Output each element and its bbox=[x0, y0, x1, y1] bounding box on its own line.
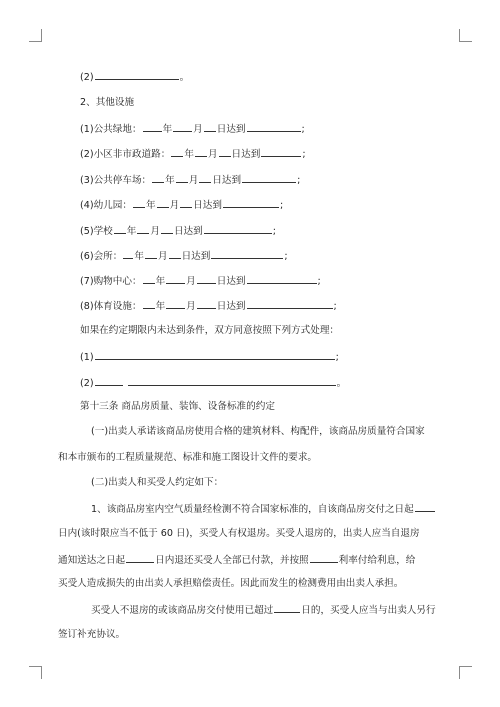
air-quality-clause-line-4: 买受人造成损失的由出卖人承担赔偿责任。因此而发生的检测费用由出卖人承担。 bbox=[58, 578, 404, 589]
air-quality-clause-line-2: 日内(该时限应当不低于 60 日)，买受人有权退房。买受人退房的，出卖人应当自退房 bbox=[58, 528, 420, 539]
breach-remedy-intro: 如果在约定期限内未达到条件，双方同意按照下列方式处理： bbox=[80, 325, 340, 336]
remedy-option-1: (1) ; bbox=[80, 349, 339, 365]
crop-mark-bottom-left bbox=[29, 666, 42, 679]
quality-clause-1-line-2: 和本市颁布的工程质量规范、标准和施工图设计文件的要求。 bbox=[58, 452, 318, 463]
facility-clubhouse: (6)会所： 年 月 日达到 ; bbox=[80, 248, 288, 264]
air-quality-clause-line-3: 通知送达之日起 日内退还买受人全部已付款，并按照 利率付给利息，给 bbox=[58, 552, 415, 568]
facility-community-road: (2)小区非市政道路： 年 月 日达到 ; bbox=[80, 146, 306, 162]
supplement-clause-line-2: 签订补充协议。 bbox=[58, 629, 126, 640]
facility-kindergarten: (4)幼儿园： 年 月 日达到 ; bbox=[80, 197, 283, 213]
remedy-option-2: (2) 。 bbox=[80, 375, 346, 391]
facility-school: (5)学校 年 月 日达到 ; bbox=[80, 223, 276, 239]
supplement-clause-line-1: 买受人不退房的或该商品房交付使用已超过 日的，买受人应当与出卖人另行 bbox=[91, 602, 436, 618]
facility-sports: (8)体育设施： 年 月 日达到 ; bbox=[80, 298, 337, 314]
crop-mark-top-right bbox=[459, 29, 472, 42]
crop-mark-bottom-right bbox=[459, 666, 472, 679]
facility-public-green: (1)公共绿地： 年 月 日达到 ; bbox=[80, 121, 305, 137]
item-2-blank-line: (2) 。 bbox=[80, 69, 189, 85]
quality-clause-1-line-1: (一)出卖人承诺该商品房使用合格的建筑材料、构配件，该商品房质量符合国家 bbox=[91, 426, 425, 437]
article-13-heading: 第十三条 商品房质量、装饰、设备标准的约定 bbox=[80, 401, 275, 412]
facility-public-parking: (3)公共停车场： 年 月 日达到 ; bbox=[80, 172, 300, 188]
quality-clause-2-heading: (二)出卖人和买受人约定如下： bbox=[91, 477, 224, 488]
section-heading-other-facilities: 2、其他设施 bbox=[80, 97, 135, 108]
air-quality-clause-line-1: 1、该商品房室内空气质量经检测不符合国家标准的，自该商品房交付之日起 bbox=[91, 501, 436, 517]
facility-shopping-center: (7)购物中心： 年 月 日达到 ; bbox=[80, 273, 321, 289]
crop-mark-top-left bbox=[29, 29, 42, 42]
